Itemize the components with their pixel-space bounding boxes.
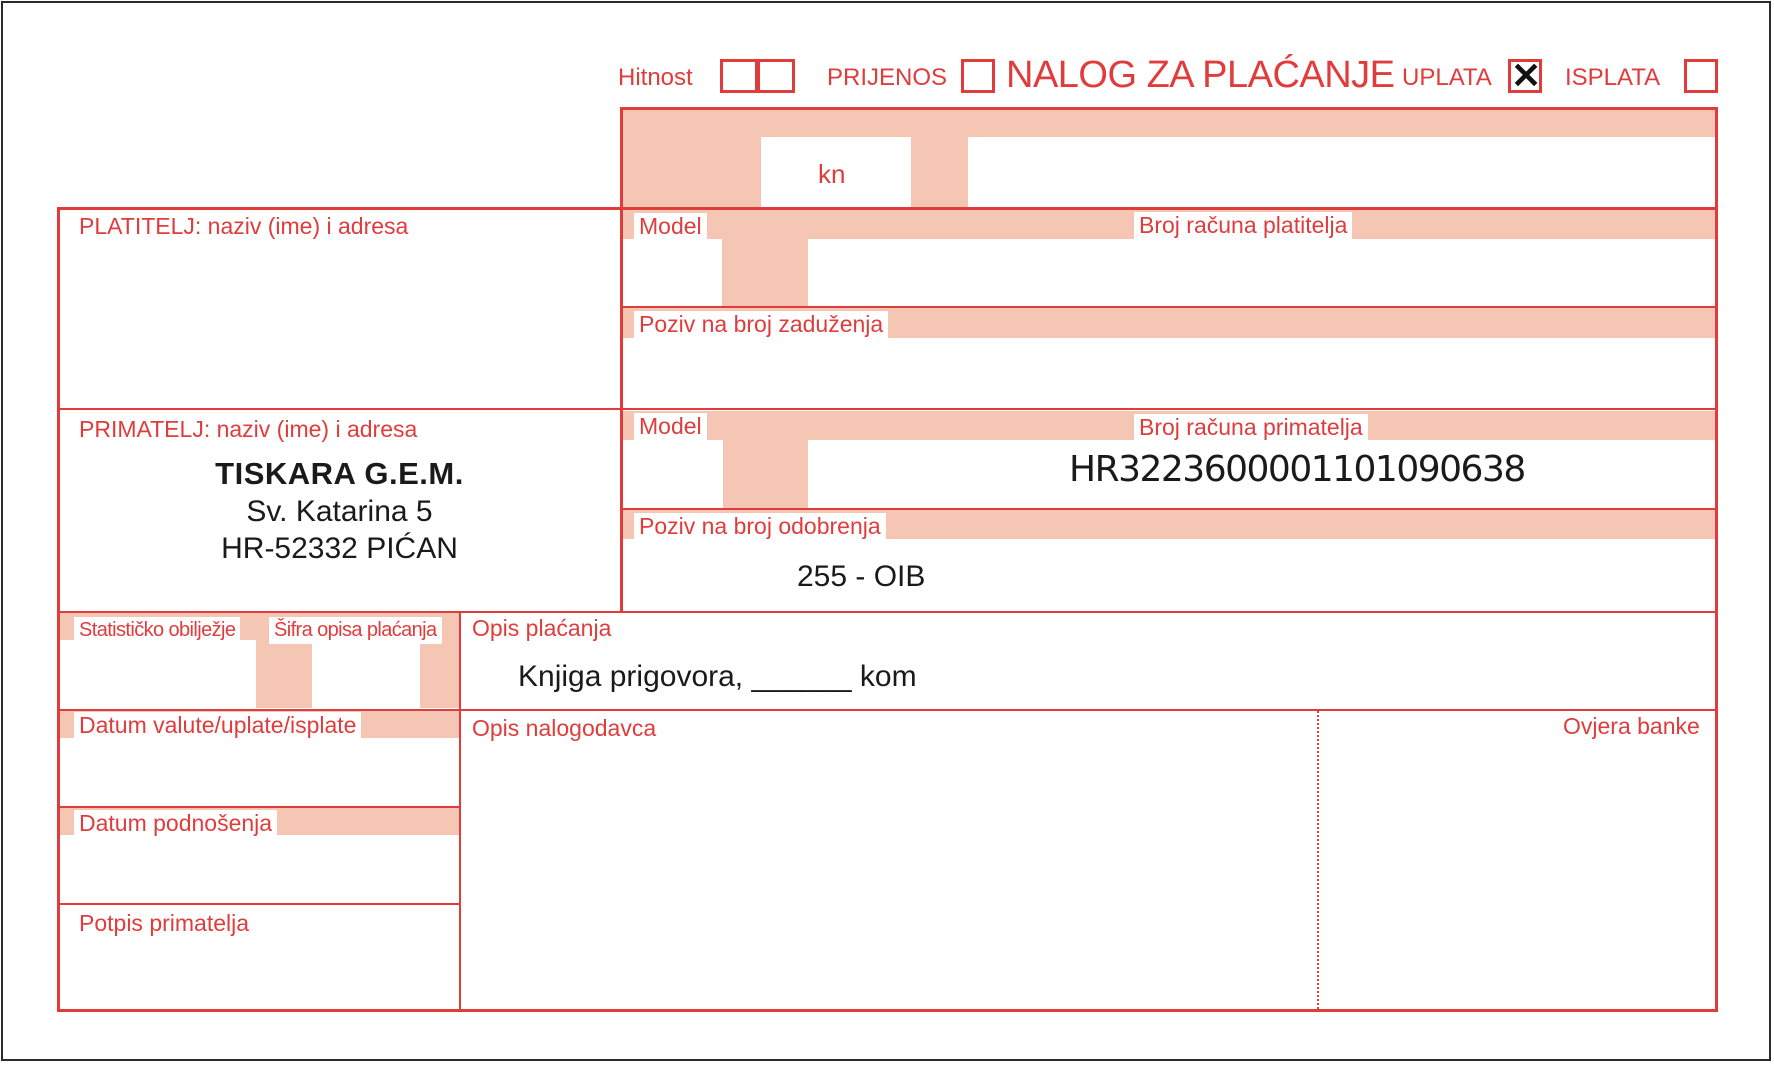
currency-box — [761, 137, 911, 207]
bank-separator — [1317, 711, 1319, 1009]
line — [58, 611, 1717, 613]
transfer-label: PRIJENOS — [827, 64, 948, 91]
recipient-name-label: PRIMATELJ: naziv (ime) i adresa — [74, 416, 422, 443]
line — [58, 709, 1717, 711]
stat-code-col-1 — [256, 640, 312, 708]
signature-field[interactable] — [62, 940, 457, 1006]
recipient-address — [62, 455, 617, 575]
submit-date-label: Datum podnošenja — [74, 810, 277, 837]
recipient-model-code-shading — [723, 440, 808, 508]
line — [57, 1009, 1718, 1012]
stat-label: Statističko obilježje — [74, 617, 240, 644]
line — [58, 903, 460, 905]
recipient-reference-label: Poziv na broj odobrenja — [634, 513, 886, 540]
deposit-label: UPLATA — [1402, 64, 1492, 91]
deposit-checkbox[interactable] — [1508, 55, 1542, 96]
value-date-label: Datum valute/uplate/isplate — [74, 712, 361, 739]
payer-name-label: PLATITELJ: naziv (ime) i adresa — [74, 213, 413, 240]
payer-reference-label: Poziv na broj zaduženja — [634, 311, 888, 338]
withdrawal-checkbox[interactable] — [1684, 59, 1718, 93]
deposit-checked-mark: ✕ — [1511, 55, 1542, 96]
line — [621, 306, 1717, 308]
bank-verification-field — [1322, 745, 1712, 1005]
urgency-checkbox-2[interactable] — [757, 59, 795, 93]
line — [58, 806, 460, 808]
transfer-checkbox[interactable] — [961, 59, 995, 93]
payment-description-value[interactable]: Knjiga prigovora, ______ kom — [518, 660, 917, 693]
urgency-checkbox-1[interactable] — [720, 59, 758, 93]
recipient-account-label: Broj računa primatelja — [1134, 414, 1368, 441]
line — [621, 508, 1717, 510]
bank-verification-label: Ovjera banke — [1558, 713, 1705, 740]
line — [57, 207, 60, 1012]
signature-label: Potpis primatelja — [74, 910, 254, 937]
payer-model-code-shading — [722, 239, 808, 306]
recipient-model-label: Model — [634, 413, 707, 440]
line — [620, 107, 623, 612]
withdrawal-label: ISPLATA — [1565, 64, 1661, 91]
orderer-label: Opis nalogodavca — [467, 715, 661, 742]
line — [459, 611, 461, 1011]
payment-description-label: Opis plaćanja — [467, 615, 616, 642]
payer-account-field[interactable] — [810, 242, 1713, 304]
line — [620, 107, 1718, 110]
urgency-label: Hitnost — [618, 64, 693, 91]
payer-name-field[interactable] — [62, 242, 617, 404]
recipient-name: TISKARA G.E.M. — [215, 456, 464, 491]
value-date-field[interactable] — [62, 742, 457, 804]
payment-code-label: Šifra opisa plaćanja — [269, 617, 442, 644]
recipient-account-value[interactable]: HR3223600001101090638 — [1069, 449, 1525, 490]
line — [58, 408, 1717, 410]
payer-reference-field[interactable] — [624, 341, 1713, 406]
header — [0, 0, 1774, 100]
currency-label: kn — [818, 159, 846, 189]
line — [57, 207, 1718, 210]
recipient-reference-value[interactable]: 255 - OIB — [797, 560, 926, 593]
recipient-city: HR-52332 PIĆAN — [221, 532, 458, 565]
submit-date-field[interactable] — [62, 838, 457, 900]
recipient-street: Sv. Katarina 5 — [246, 495, 433, 528]
payer-account-label: Broj računa platitelja — [1134, 212, 1352, 239]
form-title: NALOG ZA PLAĆANJE — [1006, 54, 1395, 96]
orderer-field[interactable] — [465, 745, 1313, 1005]
payer-model-label: Model — [634, 213, 707, 240]
amount-field[interactable] — [968, 137, 1716, 207]
line — [1715, 107, 1718, 1012]
stat-code-col-2 — [420, 640, 460, 708]
